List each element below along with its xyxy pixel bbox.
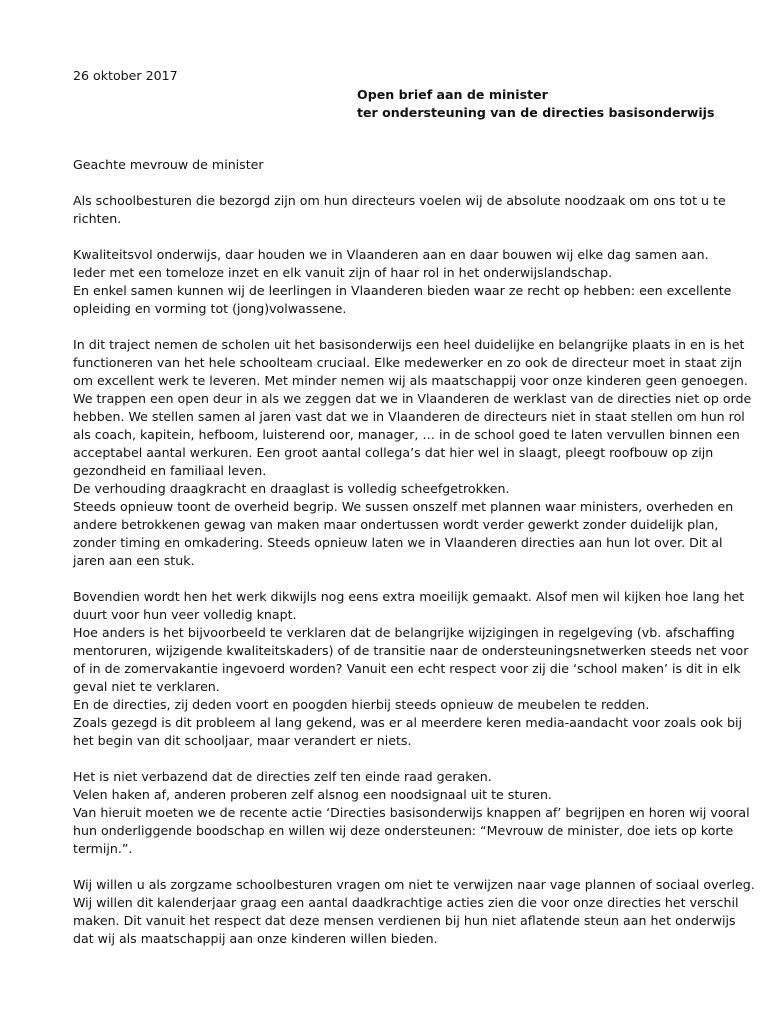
paragraph-line: duurt voor hun veer volledig knapt. <box>73 607 297 622</box>
paragraph-line: Ieder met een tomeloze inzet en elk vanuit zijn of haar rol in het onderwijslandschap. <box>73 265 613 280</box>
paragraph-line: opleiding en vorming tot (jong)volwassene. <box>73 301 347 316</box>
paragraph-line: Als schoolbesturen die bezorgd zijn om hun directeurs voelen wij de absolute noodzaak om ons tot u te <box>73 193 726 208</box>
paragraph-line: In dit traject nemen de scholen uit het basisonderwijs een heel duidelijke en belangrijke plaats in en is het <box>73 337 745 352</box>
letter-date: 26 oktober 2017 <box>73 68 178 83</box>
paragraph-line: richten. <box>73 211 122 226</box>
paragraph-line: andere betrokkenen gewag van maken maar ondertussen wordt verder gewerkt zonder duidelijk plan, <box>73 517 719 532</box>
paragraph-line: gezondheid en familiaal leven. <box>73 463 267 478</box>
paragraph-line: De verhouding draagkracht en draaglast is volledig scheefgetrokken. <box>73 481 510 496</box>
paragraph-line: het begin van dit schooljaar, maar verandert er niets. <box>73 733 412 748</box>
paragraph-line: Velen haken af, anderen proberen zelf alsnog een noodsignaal uit te sturen. <box>73 787 552 802</box>
paragraph-line: Wij willen dit kalenderjaar graag een aantal daadkrachtige acties zien die voor onze directies het verschil <box>73 895 739 910</box>
paragraph-line: functioneren van het hele schoolteam cruciaal. Elke medewerker en zo ook de directeur moet in staat zijn <box>73 355 742 370</box>
paragraph-4 <box>73 588 749 750</box>
paragraph-line: dat wij als maatschappij aan onze kinderen willen bieden. <box>73 931 438 946</box>
subject-line-1: Open brief aan de minister <box>357 87 548 102</box>
paragraph-1 <box>73 192 726 228</box>
letter-body <box>73 156 755 948</box>
paragraph-3 <box>73 336 752 570</box>
paragraph-line: om excellent werk te leveren. Met minder nemen wij als maatschappij voor onze kinderen geen genoegen. <box>73 373 748 388</box>
paragraph-line: acceptabel aantal werkuren. Een groot aantal collega’s dat hier wel in slaagt, pleegt roofbouw op zijn <box>73 445 714 460</box>
paragraph-line: hun onderliggende boodschap en willen wij deze ondersteunen: “Mevrouw de minister, doe iets op korte <box>73 823 734 838</box>
paragraph-line: We trappen een open deur in als we zeggen dat we in Vlaanderen de werklast van de directies niet op orde <box>73 391 752 406</box>
paragraph-line: Van hieruit moeten we de recente actie ‘Directies basisonderwijs knappen af’ begrijpen en horen wij vooral <box>73 805 750 820</box>
subject-line-2: ter ondersteuning van de directies basisonderwijs <box>357 105 715 120</box>
paragraph-line: Bovendien wordt hen het werk dikwijls nog eens extra moeilijk gemaakt. Alsof men wil kijken hoe lang het <box>73 589 745 604</box>
paragraph-line: En enkel samen kunnen wij de leerlingen in Vlaanderen bieden waar ze recht op hebben: een excellente <box>73 283 732 298</box>
paragraph-6 <box>73 876 755 948</box>
paragraph-line: Wij willen u als zorgzame schoolbesturen vragen om niet te verwijzen naar vage plannen of sociaal overleg. <box>73 877 755 892</box>
paragraph-line: als coach, kapitein, hefboom, luisterend oor, manager, … in de school goed te laten vervullen binnen een <box>73 427 740 442</box>
paragraph-line: zonder timing en omkadering. Steeds opnieuw laten we in Vlaanderen directies aan hun lot over. Dit al <box>73 535 723 550</box>
paragraph-line: termijn.”. <box>73 841 133 856</box>
paragraph-line: En de directies, zij deden voort en poogden hierbij steeds opnieuw de meubelen te redden. <box>73 697 650 712</box>
paragraph-5 <box>73 768 750 858</box>
paragraph-line: Steeds opnieuw toont de overheid begrip. We sussen onszelf met plannen waar ministers, overheden en <box>73 499 734 514</box>
paragraph-line: Het is niet verbazend dat de directies zelf ten einde raad geraken. <box>73 769 492 784</box>
paragraph-line: Zoals gezegd is dit probleem al lang gekend, was er al meerdere keren media-aandacht voor zoals ook bij <box>73 715 742 730</box>
paragraph-line: hebben. We stellen samen al jaren vast dat we in Vlaanderen de directeurs niet in staat stellen om hun rol <box>73 409 745 424</box>
paragraph-line: geval niet te verklaren. <box>73 679 220 694</box>
paragraph-line: of in de zomervakantie ingevoerd worden? Vanuit een echt respect voor zij die ‘school maken’ is dit in elk <box>73 661 741 676</box>
salutation: Geachte mevrouw de minister <box>73 157 264 172</box>
paragraph-line: Kwaliteitsvol onderwijs, daar houden we in Vlaanderen aan en daar bouwen wij elke dag samen aan. <box>73 247 709 262</box>
paragraph-2 <box>73 246 732 318</box>
paragraph-line: Hoe anders is het bijvoorbeeld te verklaren dat de belangrijke wijzigingen in regelgeving (vb. afschaffing <box>73 625 735 640</box>
paragraph-line: jaren aan een stuk. <box>73 553 195 568</box>
letter-subject <box>357 86 715 122</box>
paragraph-line: maken. Dit vanuit het respect dat deze mensen verdienen bij hun niet aflatende steun aan het onderwijs <box>73 913 736 928</box>
paragraph-line: mentoruren, wijzigende kwaliteitskaders) of de transitie naar de ondersteuningsnetwerken steeds net voor <box>73 643 749 658</box>
